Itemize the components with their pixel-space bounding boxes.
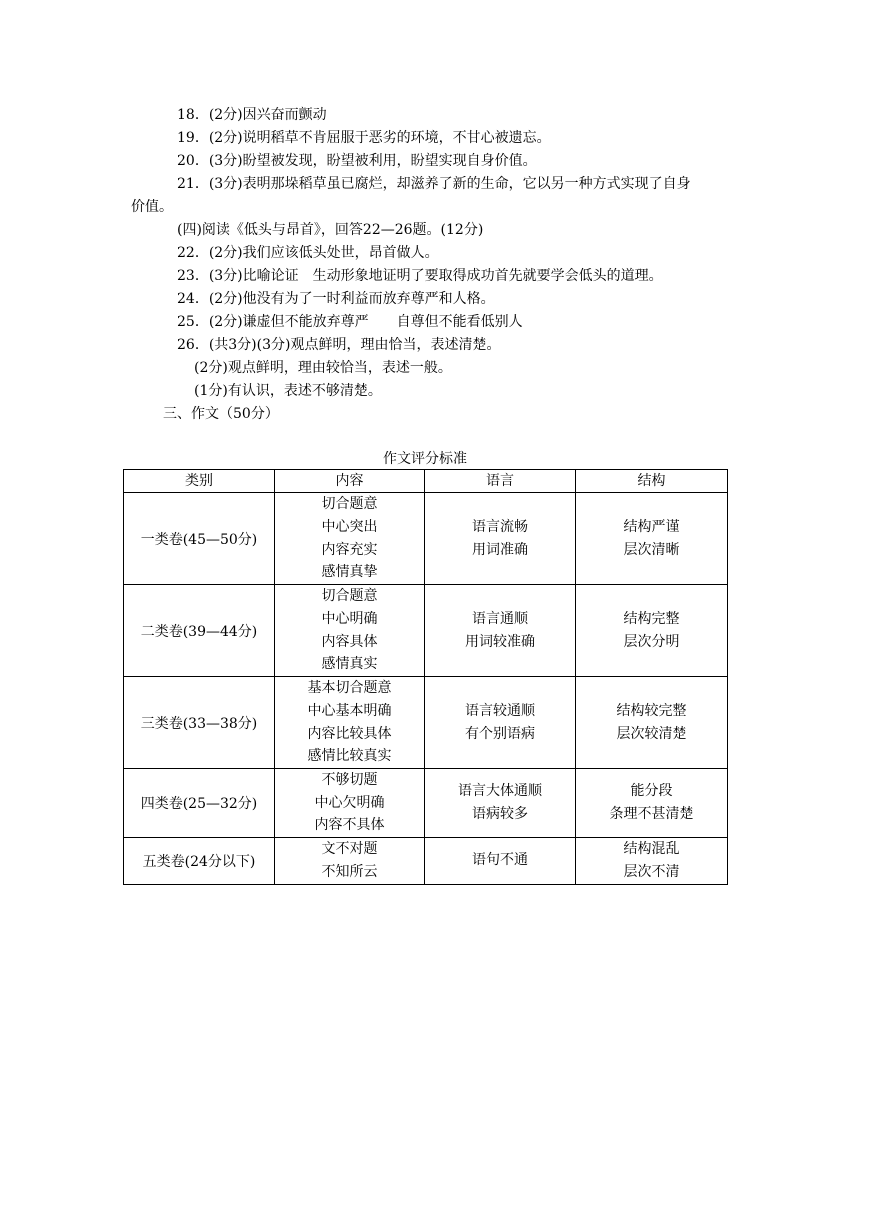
language-line: 用词较准确 — [465, 633, 535, 650]
answer-22: 22．(2分)我们应该低头处世，昂首做人。 — [177, 245, 439, 261]
row-structure — [576, 838, 728, 884]
language-line: 语言通顺 — [472, 610, 528, 627]
row-content — [275, 769, 425, 838]
content-line: 感情比较真实 — [307, 748, 392, 765]
row-language — [425, 769, 576, 838]
row-structure — [576, 493, 728, 585]
table-header-row — [124, 470, 728, 493]
table-row — [124, 769, 728, 838]
language-line: 语言较通顺 — [465, 702, 535, 719]
row-structure — [576, 677, 728, 769]
structure-line: 层次分明 — [623, 633, 680, 650]
row-category: 三类卷(33—38分) — [124, 677, 275, 769]
row-category: 一类卷(45—50分) — [124, 493, 275, 585]
row-content — [275, 838, 425, 884]
row-category: 五类卷(24分以下) — [124, 838, 275, 884]
content-line: 中心明确 — [321, 610, 378, 627]
row-language — [425, 838, 576, 884]
structure-line: 层次较清楚 — [616, 725, 687, 742]
content-line: 中心突出 — [321, 518, 378, 535]
content-line: 内容不具体 — [314, 817, 385, 834]
content-line: 切合题意 — [321, 496, 378, 513]
language-line: 语言大体通顺 — [458, 783, 542, 800]
content-line: 切合题意 — [321, 588, 378, 605]
language-line: 用词准确 — [472, 541, 528, 558]
structure-line: 能分段 — [630, 783, 673, 800]
row-language — [425, 493, 576, 585]
table-row — [124, 493, 728, 585]
row-language — [425, 585, 576, 677]
table-title: 作文评分标准 — [383, 451, 467, 467]
content-line: 内容比较具体 — [307, 725, 392, 742]
header-content: 内容 — [275, 470, 425, 493]
table-row — [124, 838, 728, 884]
answer-26-level-1: (1分)有认识，表述不够清楚。 — [194, 383, 382, 399]
answer-26-level-2: (2分)观点鲜明，理由较恰当，表述一般。 — [194, 360, 452, 376]
table-row — [124, 585, 728, 677]
header-structure: 结构 — [576, 470, 728, 493]
row-category: 二类卷(39—44分) — [124, 585, 275, 677]
content-line: 感情真挚 — [321, 564, 378, 581]
content-line: 内容充实 — [321, 541, 378, 558]
answer-20: 20．(3分)盼望被发现，盼望被利用，盼望实现自身价值。 — [177, 153, 537, 169]
header-language: 语言 — [425, 470, 576, 493]
content-line: 基本切合题意 — [307, 680, 392, 697]
structure-line: 条理不甚清楚 — [609, 806, 694, 823]
answer-19: 19．(2分)说明稻草不肯屈服于恶劣的环境，不甘心被遗忘。 — [177, 130, 551, 146]
structure-line: 层次清晰 — [623, 541, 680, 558]
answer-26: 26．(共3分)(3分)观点鲜明，理由恰当，表述清楚。 — [177, 337, 501, 353]
answer-21: 21．(3分)表明那垛稻草虽已腐烂，却滋养了新的生命，它以另一种方式实现了自身 — [177, 176, 691, 192]
row-category: 四类卷(25—32分) — [124, 769, 275, 838]
row-content — [275, 677, 425, 769]
table-row — [124, 677, 728, 769]
row-content — [275, 493, 425, 585]
content-line: 不知所云 — [321, 863, 378, 880]
answer-25: 25．(2分)谦虚但不能放弃尊严 自尊但不能看低别人 — [177, 314, 523, 330]
row-structure — [576, 585, 728, 677]
answer-21-cont: 价值。 — [131, 199, 173, 215]
structure-line: 结构完整 — [623, 610, 680, 627]
content-line: 中心基本明确 — [307, 702, 392, 719]
structure-line: 结构严谨 — [623, 518, 680, 535]
row-language — [425, 677, 576, 769]
content-line: 感情真实 — [321, 656, 378, 673]
content-line: 内容具体 — [321, 633, 378, 650]
content-line: 文不对题 — [321, 841, 378, 858]
row-content — [275, 585, 425, 677]
language-line: 有个别语病 — [465, 725, 535, 742]
answer-24: 24．(2分)他没有为了一时利益而放弃尊严和人格。 — [177, 291, 495, 307]
section-4-heading: (四)阅读《低头与昂首》，回答22—26题。(12分) — [177, 222, 484, 238]
header-category: 类别 — [124, 470, 275, 493]
section-3-heading: 三、作文（50分） — [163, 406, 279, 422]
content-line: 不够切题 — [321, 772, 378, 788]
language-line: 语言流畅 — [472, 518, 528, 535]
structure-line: 层次不清 — [623, 863, 680, 880]
language-line: 语病较多 — [472, 806, 528, 823]
answer-23: 23．(3分)比喻论证 生动形象地证明了要取得成功首先就要学会低头的道理。 — [177, 268, 663, 284]
grading-table — [123, 469, 728, 885]
structure-line: 结构混乱 — [623, 841, 680, 858]
structure-line: 结构较完整 — [616, 702, 687, 719]
language-line: 语句不通 — [472, 852, 528, 869]
row-structure — [576, 769, 728, 838]
content-line: 中心欠明确 — [314, 794, 385, 811]
answer-18: 18．(2分)因兴奋而颤动 — [177, 107, 327, 123]
